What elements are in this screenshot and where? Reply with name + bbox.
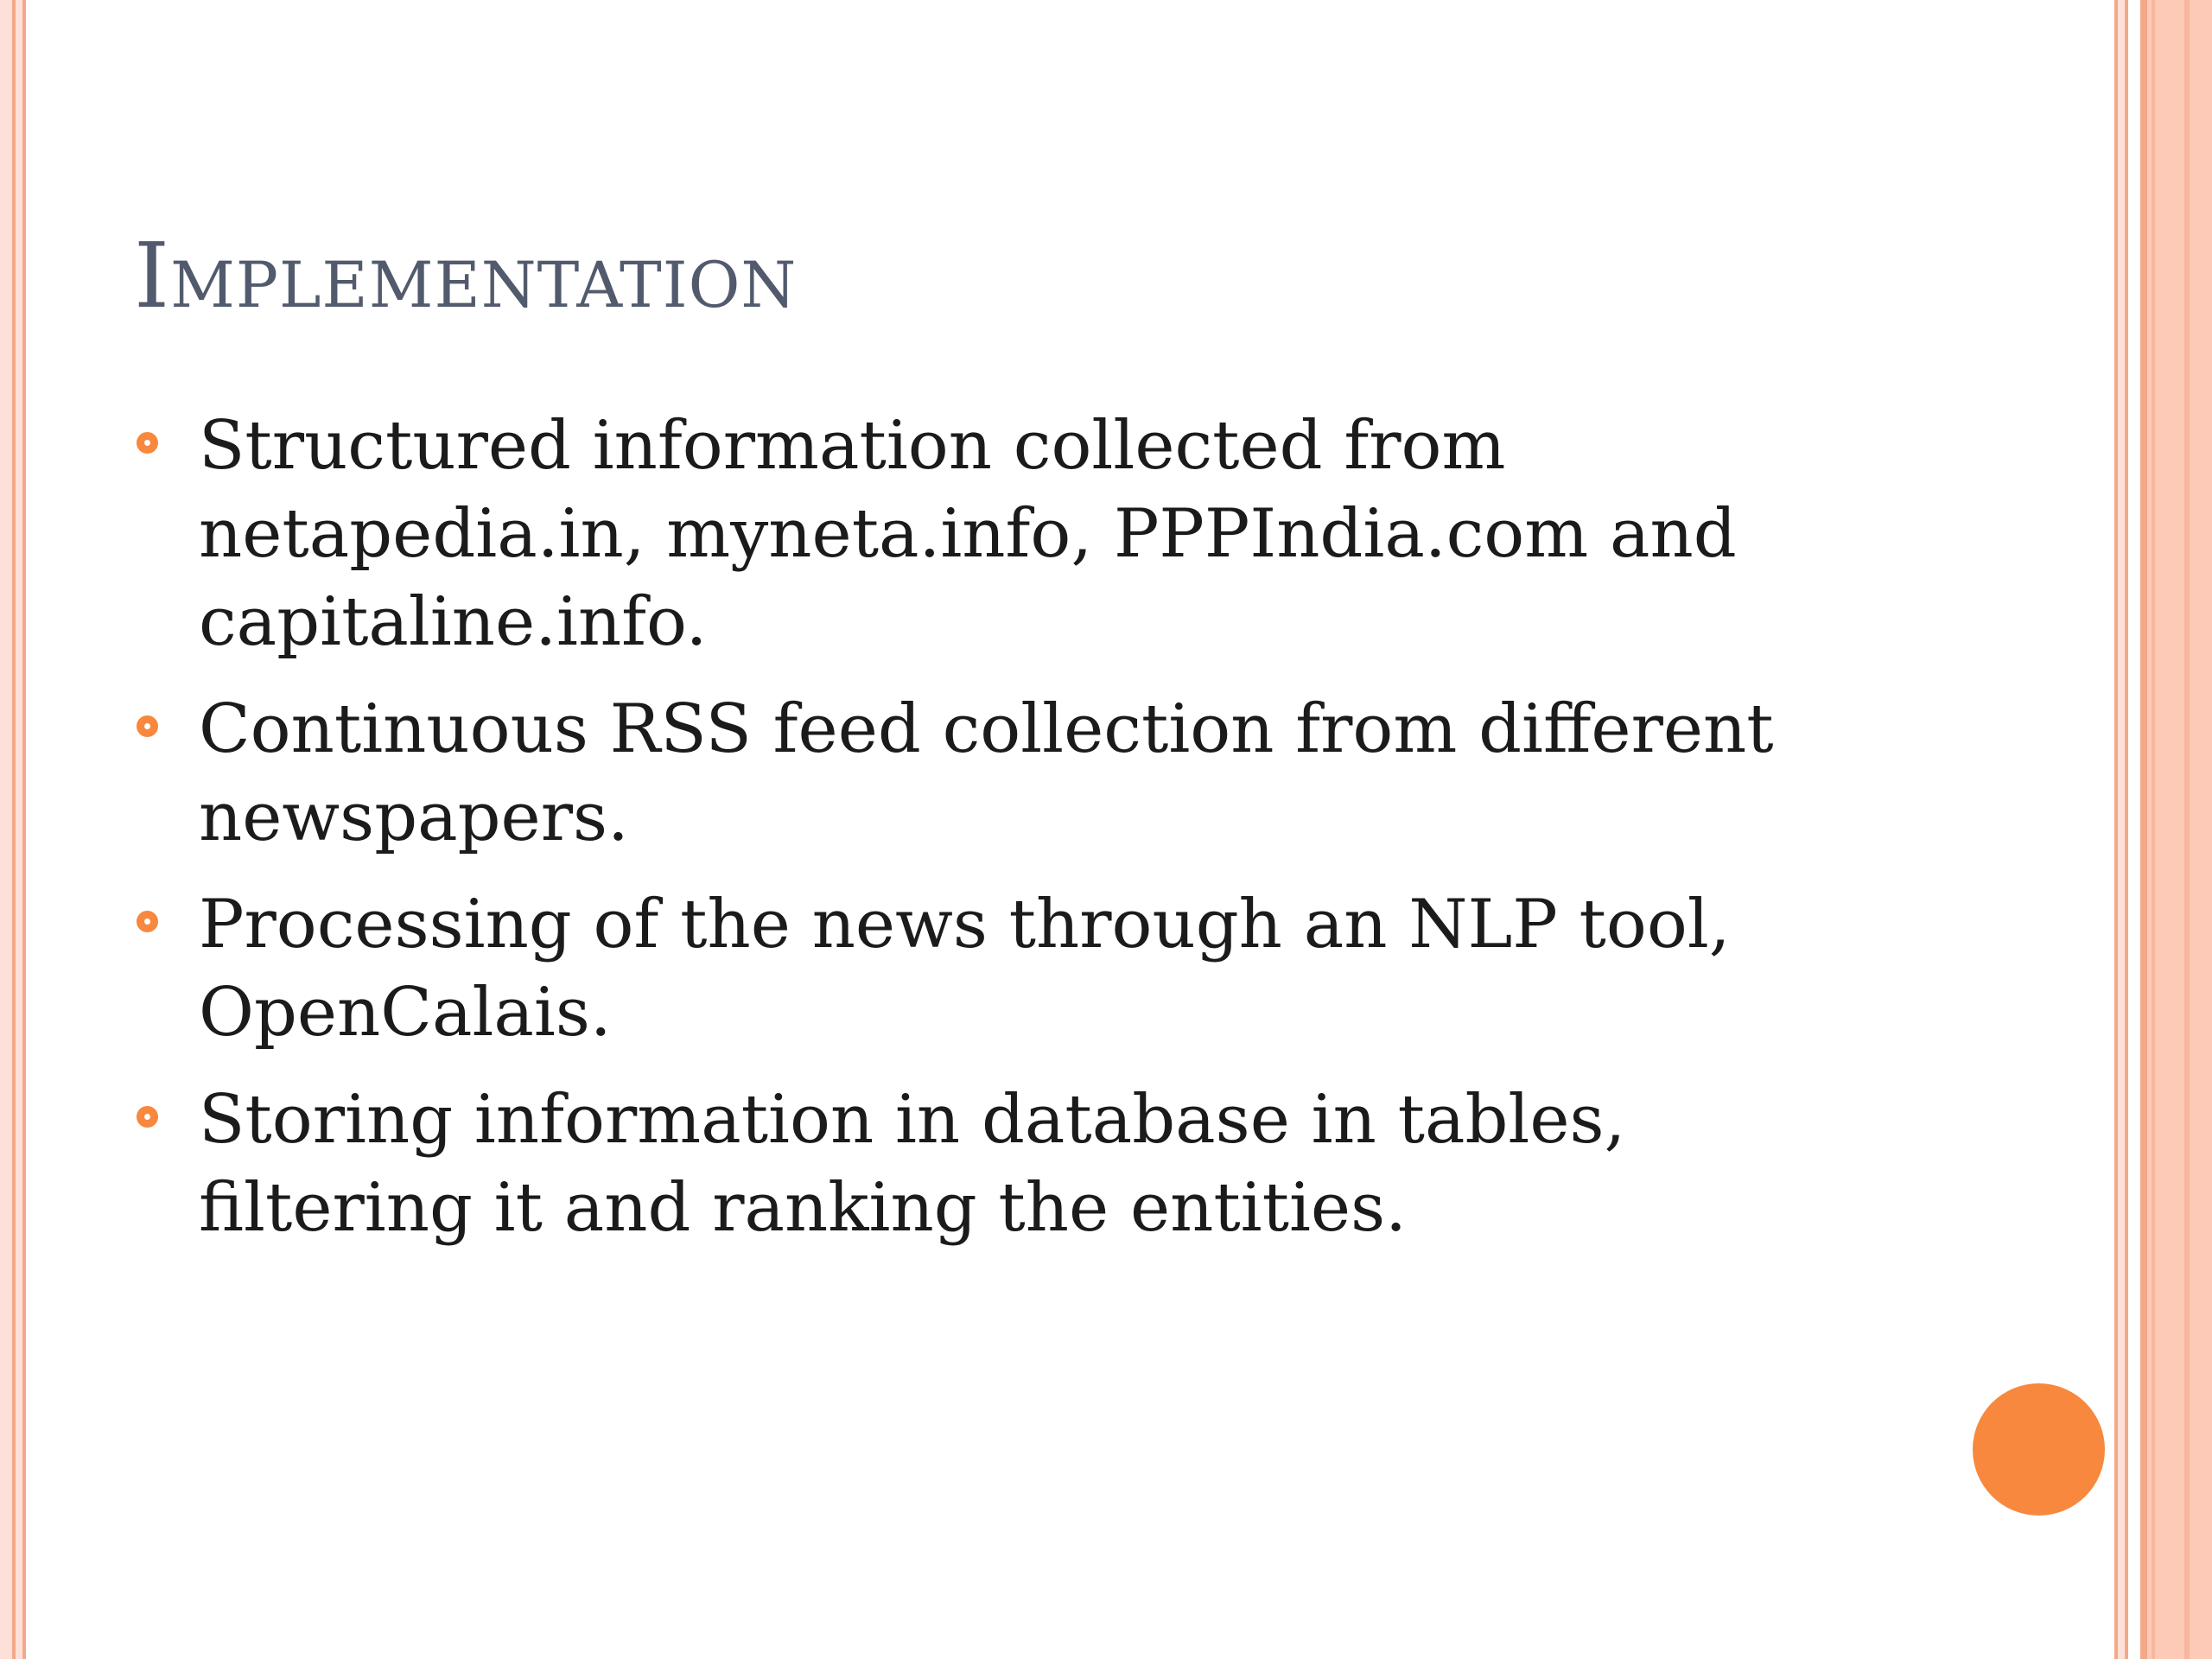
- bullet-list: [134, 402, 1862, 1271]
- right-border-stripe: [2147, 0, 2212, 1659]
- bullet-item: [134, 1076, 1862, 1252]
- right-border-stripe: [2118, 0, 2125, 1659]
- bullet-item: [134, 685, 1862, 861]
- right-border-stripe: [2184, 0, 2190, 1659]
- right-border-stripe: [2128, 0, 2140, 1659]
- left-border-stripe: [22, 0, 26, 1659]
- right-border-stripe: [2140, 0, 2147, 1659]
- right-border-stripe: [2152, 0, 2155, 1659]
- left-border-stripe: [16, 0, 22, 1659]
- hollow-circle-icon: [137, 432, 158, 454]
- bullet-item: [134, 880, 1862, 1057]
- filled-circle-icon: [1973, 1383, 2105, 1516]
- bullet-item: [134, 402, 1862, 666]
- bullet-text: Processing of the news through an NLP tool, OpenCalais.: [199, 886, 1731, 1052]
- left-border-stripe: [0, 0, 12, 1659]
- bullet-text: Continuous RSS feed collection from different newspapers.: [199, 690, 1774, 856]
- bullet-text: Structured information collected from netapedia.in, myneta.info, PPPIndia.com and capitaline.info.: [199, 407, 1737, 661]
- slide-title: Implementation: [134, 223, 798, 328]
- bullet-text: Storing information in database in tables, filtering it and ranking the entities.: [199, 1081, 1626, 1247]
- hollow-circle-icon: [137, 911, 158, 932]
- hollow-circle-icon: [137, 715, 158, 737]
- hollow-circle-icon: [137, 1106, 158, 1128]
